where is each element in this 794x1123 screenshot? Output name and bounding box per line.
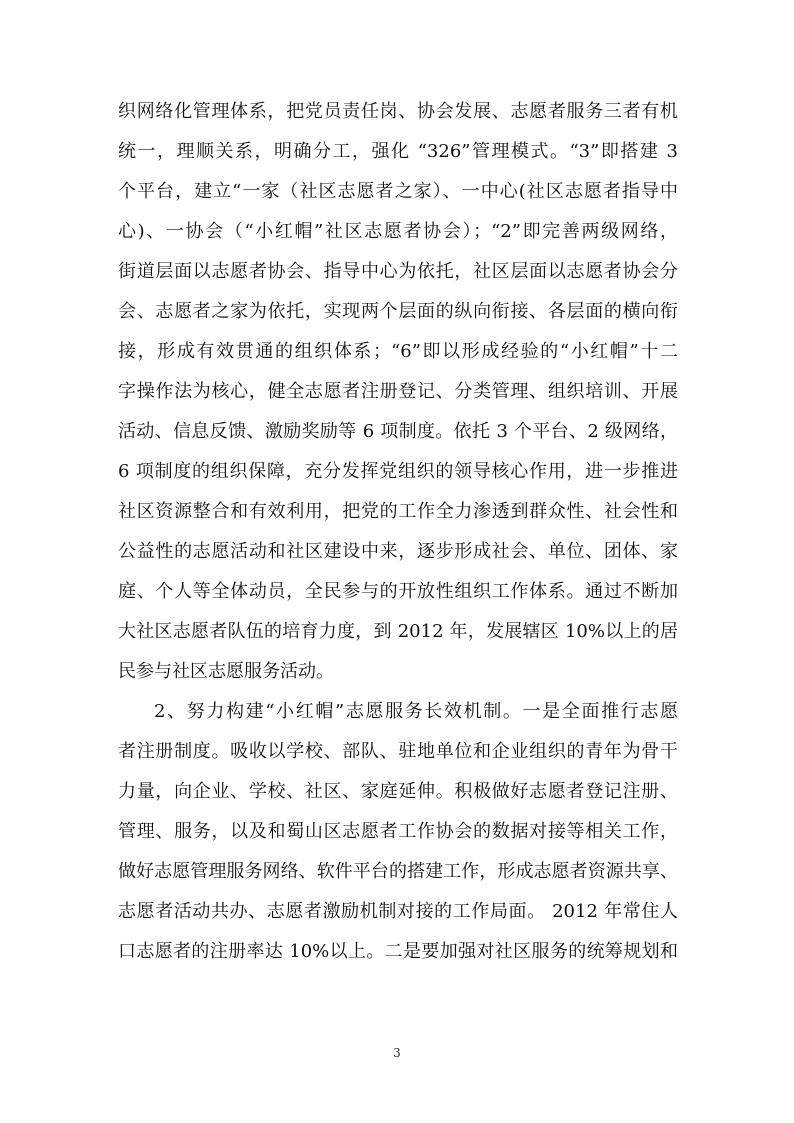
text-line: 接，形成有效贯通的组织体系；“6”即以形成经验的“小红帽”十二	[118, 341, 678, 362]
text-line: 庭、个人等全体动员，全民参与的开放性组织工作体系。通过不断加	[118, 581, 678, 602]
text-line: 社区资源整合和有效利用，把党的工作全力渗透到群众性、社会性和	[118, 501, 678, 522]
text-line: 大社区志愿者队伍的培育力度，到 2012 年，发展辖区 10%以上的居	[118, 621, 678, 642]
text-line: 心)、一协会（“小红帽”社区志愿者协会）；“2”即完善两级网络，	[118, 221, 678, 242]
page-number: 3	[393, 1046, 401, 1060]
text-line: 会、志愿者之家为依托，实现两个层面的纵向衔接、各层面的横向衔	[118, 301, 678, 322]
text-line: 公益性的志愿活动和社区建设中来，逐步形成社会、单位、团体、家	[118, 541, 678, 562]
text-line: 活动、信息反馈、激励奖励等 6 项制度。依托 3 个平台、2 级网络，	[118, 421, 678, 442]
paragraph-end-line: 民参与社区志愿服务活动。	[118, 661, 334, 682]
paragraph-start-line: 2、努力构建“小红帽”志愿服务长效机制。一是全面推行志愿	[154, 701, 678, 722]
text-line: 管理、服务，以及和蜀山区志愿者工作协会的数据对接等相关工作，	[118, 821, 678, 842]
text-line: 字操作法为核心，健全志愿者注册登记、分类管理、组织培训、开展	[118, 381, 678, 402]
text-line: 者注册制度。吸收以学校、部队、驻地单位和企业组织的青年为骨干	[118, 741, 678, 762]
text-line: 街道层面以志愿者协会、指导中心为依托，社区层面以志愿者协会分	[118, 261, 678, 282]
text-line: 志愿者活动共办、志愿者激励机制对接的工作局面。 2012 年常住人	[118, 901, 678, 922]
text-line: 6 项制度的组织保障，充分发挥党组织的领导核心作用，进一步推进	[118, 461, 678, 482]
text-line: 力量，向企业、学校、社区、家庭延伸。积极做好志愿者登记注册、	[118, 781, 678, 802]
body-text	[118, 92, 678, 972]
text-line: 织网络化管理体系，把党员责任岗、协会发展、志愿者服务三者有机	[118, 101, 678, 122]
text-line: 口志愿者的注册率达 10%以上。二是要加强对社区服务的统筹规划和	[118, 941, 678, 962]
text-line: 做好志愿管理服务网络、软件平台的搭建工作，形成志愿者资源共享、	[118, 861, 678, 882]
text-line: 统一，理顺关系，明确分工，强化 “326”管理模式。“3”即搭建 3	[118, 141, 678, 162]
text-line: 个平台，建立“一家（社区志愿者之家）、一中心(社区志愿者指导中	[118, 181, 678, 202]
